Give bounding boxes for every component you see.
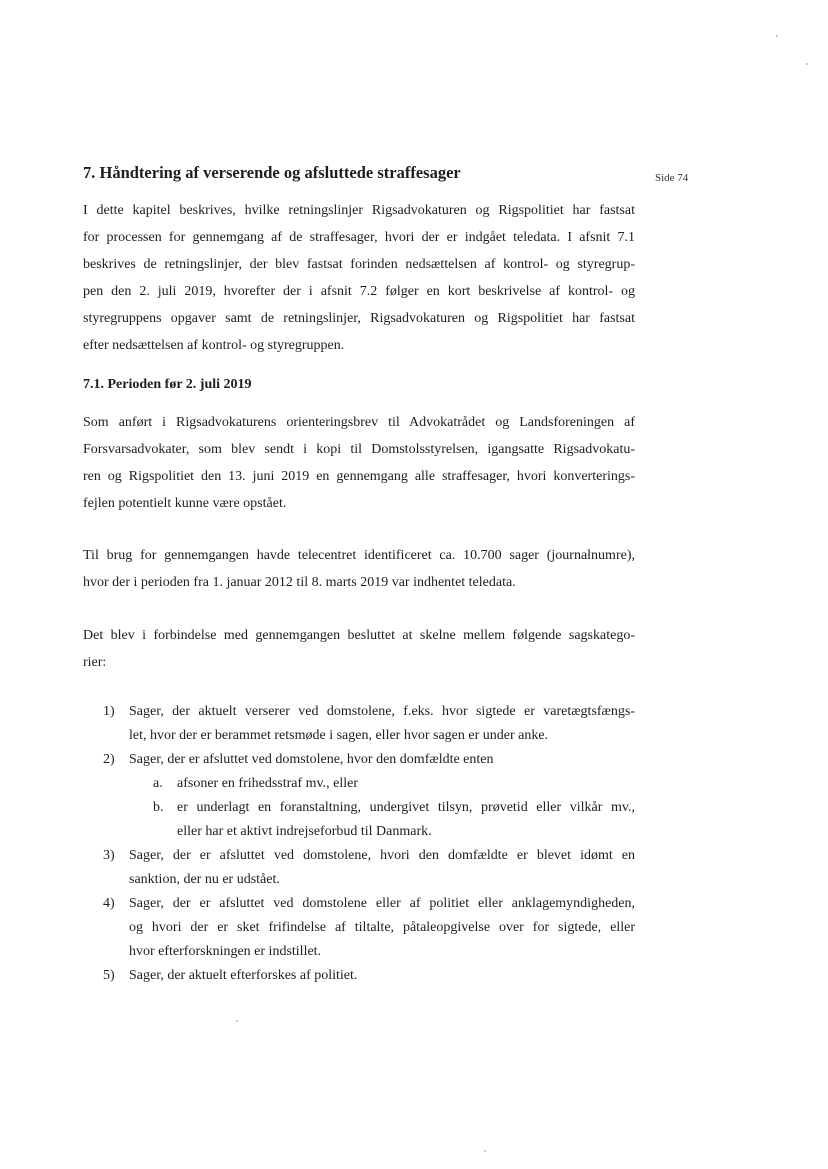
text-line: pen den 2. juli 2019, hvorefter der i afsnit 7.2 følger en kort beskrivelse af kontrol- og: [83, 284, 635, 299]
sub-list-item: [83, 772, 635, 796]
text-line: efter nedsættelsen af kontrol- og styregruppen.: [83, 338, 345, 353]
list-item: [83, 700, 635, 748]
text-line: for processen for gennemgang af de straffesager, hvori der er indgået teledata. I afsnit 7.1: [83, 230, 635, 245]
scan-speck: [236, 1020, 238, 1022]
chapter-heading: 7. Håndtering af verserende og afsluttede straffesager: [83, 163, 461, 182]
list-number: 3): [103, 848, 115, 863]
text-line: fejlen potentielt kunne være opstået.: [83, 496, 287, 511]
sub-list-item: [83, 796, 635, 844]
text-line: let, hvor der er berammet retsmøde i sagen, eller hvor sagen er under anke.: [129, 728, 549, 743]
text-line: sanktion, der nu er udstået.: [129, 872, 280, 887]
text-line: Sager, der aktuelt verserer ved domstolene, f.eks. hvor sigtede er varetægtsfængs-: [129, 704, 635, 719]
text-line: hvor efterforskningen er indstillet.: [129, 944, 322, 959]
text-line: er underlagt en foranstaltning, undergivet tilsyn, prøvetid eller vilkår mv.,: [177, 800, 635, 815]
case-category-list: [83, 700, 635, 988]
scan-speck: [806, 63, 808, 65]
list-number: 1): [103, 704, 115, 719]
list-item: [83, 844, 635, 892]
text-line: Sager, der er afsluttet ved domstolene, hvor den domfældte enten: [129, 752, 494, 767]
text-line: beskrives de retningslinjer, der blev fastsat forinden nedsættelsen af kontrol- og styregrup-: [83, 257, 635, 272]
text-line: Forsvarsadvokater, som blev sendt i kopi til Domstolsstyrelsen, igangsatte Rigsadvokatu-: [83, 442, 635, 457]
list-item: [83, 748, 635, 772]
list-number: 2): [103, 752, 115, 767]
list-item: [83, 892, 635, 964]
text-line: Det blev i forbindelse med gennemgangen besluttet at skelne mellem følgende sagskatego-: [83, 628, 635, 643]
paragraph-2: [83, 542, 635, 596]
text-line: og hvori der er sket frifindelse af tiltalte, påtaleopgivelse over for sigtede, eller: [129, 920, 635, 935]
text-line: afsoner en frihedsstraf mv., eller: [177, 776, 359, 791]
scan-speck: [776, 35, 778, 37]
list-letter: a.: [153, 776, 163, 791]
text-line: rier:: [83, 655, 107, 670]
list-letter: b.: [153, 800, 164, 815]
intro-paragraph: [83, 197, 635, 359]
text-line: Som anført i Rigsadvokaturens orienteringsbrev til Advokatrådet og Landsforeningen af: [83, 415, 635, 430]
list-item: [83, 964, 635, 988]
text-line: Sager, der er afsluttet ved domstolene eller af politiet eller anklagemyndigheden,: [129, 896, 635, 911]
list-number: 4): [103, 896, 115, 911]
text-line: Sager, der er afsluttet ved domstolene, hvori den domfældte er blevet idømt en: [129, 848, 635, 863]
page-number: Side 74: [655, 172, 689, 184]
text-line: eller har et aktivt indrejseforbud til Danmark.: [177, 824, 432, 839]
paragraph-3: [83, 622, 635, 676]
text-line: I dette kapitel beskrives, hvilke retningslinjer Rigsadvokaturen og Rigspolitiet har fastsat: [83, 203, 635, 218]
text-line: Sager, der aktuelt efterforskes af politiet.: [129, 968, 358, 983]
list-number: 5): [103, 968, 115, 983]
text-line: hvor der i perioden fra 1. januar 2012 til 8. marts 2019 var indhentet teledata.: [83, 575, 516, 590]
section-heading: 7.1. Perioden før 2. juli 2019: [83, 377, 252, 392]
text-line: ren og Rigspolitiet den 13. juni 2019 en gennemgang alle straffesager, hvori konverterings-: [83, 469, 635, 484]
scan-speck: [484, 1150, 486, 1152]
text-line: styregruppens opgaver samt de retningslinjer, Rigsadvokaturen og Rigspolitiet har fastsat: [83, 311, 635, 326]
paragraph-1: [83, 409, 635, 517]
text-line: Til brug for gennemgangen havde telecentret identificeret ca. 10.700 sager (journalnumre),: [83, 548, 635, 563]
